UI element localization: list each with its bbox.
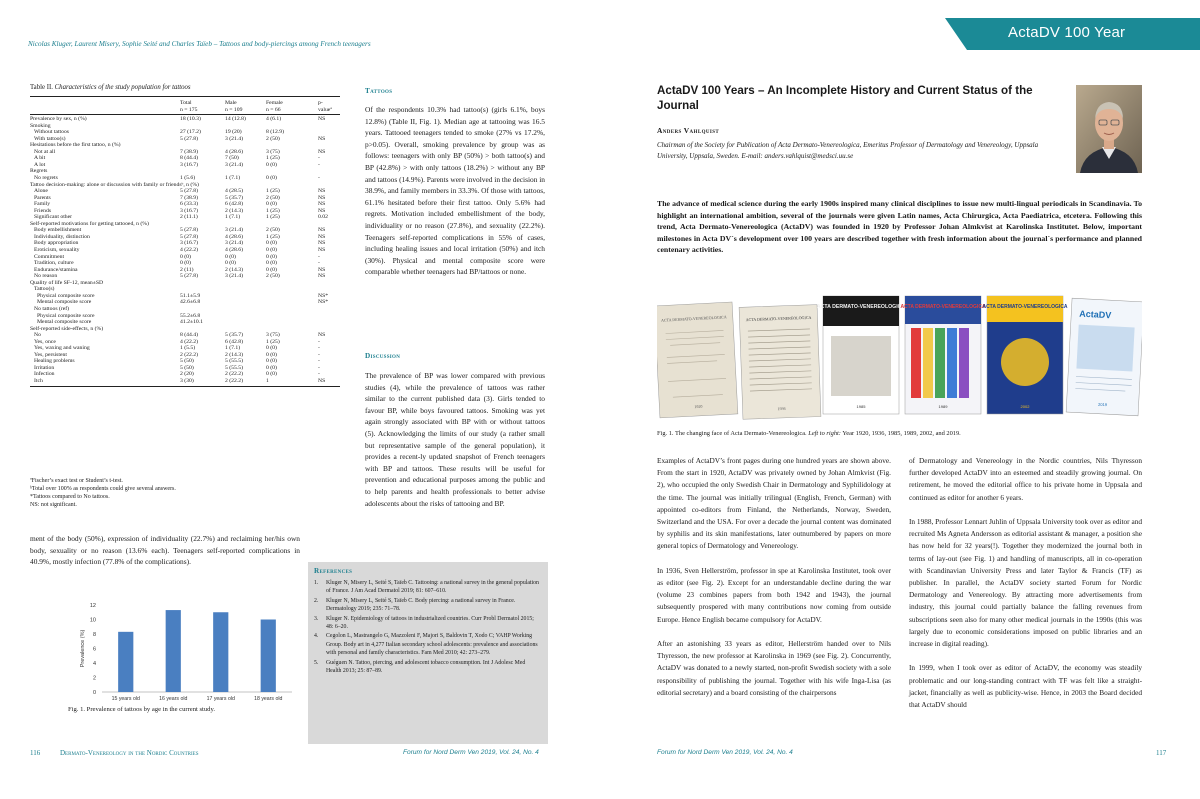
reference-text: Kluger N, Misery L, Seité S, Taïeb C. Body piercing: a national survey in France. Dermatology 2019; 235: 71–78. [326,597,516,613]
row-cell: 2 (14.3) [225,207,244,214]
cover-year: 1920 [694,403,703,410]
row-cell: 5 (27.8) [180,227,199,234]
cover-year: 1985 [856,404,866,409]
y-tick-label: 12 [89,602,96,609]
row-cell: 1 (25) [266,207,280,214]
x-tick-label: 15 years old [111,696,140,702]
row-cell: 2 (50) [266,273,280,280]
row-cell: 19 (20) [225,129,242,136]
paragraph: In 1936, Sven Hellerström, professor in spe at Karolinska Institutet, took over as editor (see Fig. 2). Except for an understandable decline during the war (volume 23 combines papers from both 1942 and 1943), the journal subsequently prospered with many contributions now coming from outside Europe. Hence English became compulsory for ActaDV. [657,565,891,624]
cover-title: ACTA DERMATO-VENEREOLOGICA [816,304,906,310]
x-tick-label: 16 years old [159,696,188,702]
row-cell: 0 (0) [180,260,191,267]
row-label: Eroticism, sexuality [34,247,80,254]
cover-title: ACTA DERMATO-VENEREOLOGICA [660,314,727,323]
bar [261,620,276,693]
bar [166,610,181,692]
row-cell: NS [318,247,326,254]
cover-year: 2019 [1097,401,1108,408]
row-cell: 5 (50) [180,358,194,365]
row-label: Yes, waxing and waning [34,345,90,352]
row-label: Yes, persistent [34,351,67,358]
footnote: ªFischer’s exact test or Student’s t-test. [30,478,123,484]
x-tick-label: 17 years old [206,696,235,702]
row-cell: 2 (22.2) [225,371,244,378]
row-cell: 8 (12.9) [266,129,285,136]
cover-1920 [657,302,738,418]
table-bottom-rule [30,386,340,387]
row-cell: 0 (0) [266,175,277,182]
row-cell: 0 (0) [225,260,236,267]
row-label: Itch [34,377,43,384]
row-label: Self-reported motivations for getting tattooed, n (%) [30,220,149,227]
article-title: ActaDV 100 Years – An Incomplete History and Current Status of the Journal [657,84,1033,112]
reference-item [314,597,542,614]
y-tick-label: 8 [92,631,96,638]
row-cell: NS [318,116,326,123]
row-cell: 0 (0) [266,351,277,358]
row-cell: NS [318,135,326,142]
row-cell: 2 (50) [266,227,280,234]
footer-issue-right: Forum for Nord Derm Ven 2019, Vol. 24, No. 4 [657,749,793,756]
reference-number: 4. [314,633,319,640]
cover-year: 2002 [1020,404,1030,409]
row-cell: 4 (28.6) [225,247,244,254]
row-label: No reason [34,273,58,280]
row-label: Family [34,201,51,208]
row-label: Quality of life SF-12, mean±SD [30,279,104,286]
row-label: Regrets [30,168,48,175]
cover-title: ACTA DERMATO-VENEREOLOGICA [900,304,986,310]
row-cell: 1 (25) [266,214,280,221]
row-label: Hesitations before the first tattoo, n (%) [30,142,121,149]
row-cell: valueª [318,106,332,113]
caption-years: Year 1920, 1936, 1985, 1989, 2002, and 2019. [842,430,961,437]
article-column-1 [657,455,891,699]
row-cell: 5 (50) [180,364,194,371]
article-column-2 [909,455,1142,711]
row-cell: 0 (0) [180,253,191,260]
y-tick-label: 10 [89,617,96,624]
row-cell: 2 (11) [180,266,194,273]
discussion-heading: Discussion [365,352,401,360]
row-cell: 1 (5.5) [180,345,196,352]
row-cell: 0 (0) [266,260,277,267]
row-cell: 51.1±5.9 [180,292,201,299]
row-label: Endurance/stamina [34,266,78,273]
row-cell: 7 (50) [225,155,239,162]
row-cell: 6 (42.8) [225,338,244,345]
row-cell: 4 (28.6) [225,233,244,240]
paragraph: In 1988, Professor Lennart Juhlin of Uppsala University took over as editor and recruited Ms Agneta Andersson as editorial assistant & manager, a position she has now held for 32 years(!). Together they modernized the journal both in terms of lay-out (see Fig. 1) and handling of manuscripts, all in co-operation with Scandinavian University Press and later Taylor & Francis (TF) as publisher. In parallel, the ActaDV society started Forum for Nordic Dermatology and Venereology. By attracting more advertisements from industry, this journal could partially balance the falling revenues from subscriptions seen also for many other medical journals in the 1990s (this was largely due to economic considerations imposed on public libraries and an increase in digital reading). [909,517,1142,649]
row-cell: - [318,371,320,378]
row-cell: 1 (25) [266,233,280,240]
row-cell: 0 (0) [266,345,277,352]
table-ii [30,96,340,387]
row-label: Mental composite score [37,319,92,326]
reference-number: 5. [314,659,319,666]
row-cell: - [318,358,320,365]
row-cell: 0 (0) [266,201,277,208]
row-cell: - [318,345,320,352]
table-header-rule [30,114,340,115]
row-cell: 0 (0) [266,240,277,247]
row-label: No regrets [34,175,58,182]
row-cell: - [318,161,320,168]
x-tick-label: 18 years old [254,696,283,702]
row-cell: 2 (50) [266,194,280,201]
row-cell: 2 (22.2) [225,377,244,384]
reference-text: Kluger N. Epidemiology of tattoos in industrialized countries. Curr Probl Dermatol 2015; 48: 6–20. [326,615,534,631]
row-cell: NS [318,207,326,214]
row-cell: NS [318,201,326,208]
row-cell: n = 175 [180,106,198,113]
caption-left-to-right: Left to right: [808,430,841,437]
row-cell: 27 (17.2) [180,129,201,136]
row-cell: 0 (0) [266,161,277,168]
bar [118,632,133,692]
row-cell: NS [318,194,326,201]
paragraph: of Dermatology and Venereology in the Nordic countries, Nils Thyresson further developed ActaDV into an esteemed and steadily growing journal. On retirement, he moved the editorial office to his private home in Uppsala and continued as editor for another 6 years. [909,456,1142,502]
table-caption-text: Characteristics of the study population for tattoos [54,84,191,91]
article-abstract: The advance of medical science during the early 1900s inspired many clinical disciplines to issue new multi-lingual periodicals in Scandinavia. To highlight an international ambition, several of the journals were given Latin names, Acta Chirurgica, Acta Paediatrica, etcetera. Following this trend, Acta Dermato-Venereologica (ActaDV) was founded in 1920 by Professor Johan Almkvist at Karolinska Institutet. Below, important milestones in Acta DV´s development over 100 years are described together with fresh information about the journal´s performance and planned centenary activities. [657,199,1142,255]
row-cell: 41.2±10.1 [180,319,204,326]
row-label: Tradition, culture [34,260,74,267]
row-cell: 1 (5.6) [180,175,196,182]
row-cell: NS [318,266,326,273]
row-cell: 1 [266,377,269,384]
footnote: ᵇTotal over 100% as respondents could give several answers. [30,486,176,492]
y-tick-label: 0 [92,689,96,696]
figure-caption-left: Fig. 1. Prevalence of tattoos by age in the current study. [68,706,215,713]
row-cell: 14 (12.8) [225,116,246,123]
row-cell: 0 (0) [225,253,236,260]
author-portrait [1076,85,1142,173]
row-cell: 1 (7.1) [225,214,241,221]
page-number-left: 116 [30,749,41,757]
table-body [30,116,340,384]
tattoos-heading: Tattoos [365,87,393,95]
reference-text: Kluger N, Misery L, Seité S, Taïeb C. Tattooing: a national survey in the general population of France. J Am Acad Dermatol 2019; 81: 607–610. [326,580,539,595]
reference-text: Cegolon L, Mastrangelo G, Mazzoleni F, Majori S, Baldovin T, Xodo C; VAHP Working Group. Body art in 4,277 Italian secondary school adolescents: prevalence and associations with personal and family characteristics. Fam Med 2010; 42: 273–279. [326,633,538,657]
reference-number: 2. [314,597,319,604]
reference-text: Guéguen N. Tattoo, piercing, and adolescent tobacco consumption. Int J Adolesc Med Health 2013; 25: 87–89. [326,659,526,675]
row-cell: - [318,364,320,371]
row-cell: 4 (28.5) [225,188,244,195]
row-cell: 4 (22.2) [180,247,199,254]
paragraph: After an astonishing 33 years as editor, Hellerström handed over to Nils Thyresson, the new professor at Karolinska in 1969 (see Fig. 2). Concurrently, ActaDV was donated to a newly started, non-profit Swedish society with a sole responsibility of publishing the journal. Together with his wife Inga-Lisa (as editorial secretary) and a board consisting of the chairpersons [657,639,891,697]
row-cell: 5 (27.8) [180,233,199,240]
row-cell: n = 109 [225,106,243,113]
table-row [30,378,340,385]
row-cell: 0.02 [318,214,328,221]
row-cell: NS [318,332,326,339]
row-label: Body appropriation [34,240,79,247]
paragraph: In 1999, when I took over as editor of ActaDV, the economy was steadily problematic and our long-standing contract with TF was felt like a straight-jacket, financially as well as publicity-wise. Hence, in 2003 the Board decided that ActaDV should [909,663,1142,710]
row-cell: 2 (14.3) [225,351,244,358]
row-cell: NS [318,148,326,155]
row-cell: Female [266,100,283,106]
row-label: Prevalence by sex, n (%) [30,116,87,123]
row-label: A lot [34,161,46,168]
row-label: Healing problems [34,358,75,365]
y-tick-label: 4 [92,660,96,667]
author-affiliation: Chairman of the Society for Publication of Acta Dermato-Venereologica, Emeritus Professor of Dermatology and Venereology, Uppsala University, Uppsala, Sweden. E-mail: anders.vahlquist@medsci.uu.se [657,141,1039,160]
figure-caption-right [657,430,961,437]
running-head-left: Nicolas Kluger, Laurent Misery, Sophie Seité and Charles Taïeb – Tattoos and body-piercings among French teenagers [28,40,371,48]
row-cell: 3 (21.4) [225,161,244,168]
row-cell: 3 (75) [266,332,280,339]
row-cell: 0 (0) [266,358,277,365]
references-heading: References [314,567,353,575]
row-cell: 2 (14.3) [225,266,244,273]
bar [213,612,228,692]
tattoo-age-chart [70,597,300,705]
footnote: *Tattoos compared to No tattoos. [30,494,110,500]
row-cell: 1 (7.1) [225,175,241,182]
row-label: Physical composite score [37,312,95,319]
article-author: Anders Vahlquist [657,126,720,135]
y-tick-label: 2 [92,675,96,682]
row-cell: 5 (55.5) [225,358,244,365]
caption-text: The changing face of Acta Dermato-Venereologica. [675,430,807,437]
cover-2002 [982,296,1067,414]
row-label: Yes, once [34,338,56,345]
cover-year: 1936 [777,405,786,412]
row-cell: 0 (0) [266,266,277,273]
footer-issue-left: Forum for Nord Derm Ven 2019, Vol. 24, No. 4 [403,749,539,756]
row-cell: 3 (21.4) [225,273,244,280]
chart-bars [118,610,276,692]
row-cell: 1 (25) [266,188,280,195]
row-cell: - [318,260,320,267]
row-cell: 5 (27.8) [180,273,199,280]
row-cell: 5 (35.7) [225,194,244,201]
row-cell: 0 (0) [266,364,277,371]
row-cell: 3 (21.4) [225,135,244,142]
cover-1989 [900,296,985,414]
row-cell: 6 (33.3) [180,201,199,208]
row-cell: 8 (44.4) [180,155,199,162]
row-cell: - [318,155,320,162]
cover-1936 [739,305,821,420]
cover-2019 [1066,298,1142,416]
page-number-right: 117 [1156,749,1167,757]
row-label: Individuality, distinction [34,233,90,240]
reference-item [314,579,542,596]
row-cell: 6 (42.8) [225,201,244,208]
row-cell: 4 (28.6) [225,148,244,155]
row-cell: 7 (38.9) [180,148,199,155]
row-cell: NS [318,240,326,247]
row-cell: 2 (50) [266,135,280,142]
row-cell: 1 (7.1) [225,345,241,352]
row-cell: 5 (27.8) [180,135,199,142]
row-cell: 1 (25) [266,155,280,162]
row-label: Commitment [34,253,65,260]
row-cell: 3 (21.4) [225,240,244,247]
row-cell: 0 (0) [266,371,277,378]
row-label: Tattoo(s) [34,286,55,293]
row-label: Mental composite score [37,299,92,306]
tattoos-text: Of the respondents 10.3% had tattoo(s) (girls 6.1%, boys 12.8%) (Table II, Fig. 1). Median age at tattooing was 16.5 years. Tattooed teenagers tended to smoke (27% vs 17.2%, p>0.05). Overall, smoking prevalence by group was as follows: teenagers with only BP (50%) > both tattoo(s) and BP (42.8%) > with only tattoos (18.2%) > without any BP and tattoos (14.9%). Parents were involved in the decision in 38.9%, and family members in 33.3%. Of those with tattoos, 61.1% hesitated before their first tattoo. Only 5.6% had regrets. Motivation included embellishment of the body, individuality or no reason (27.8%), and sexuality (22.2%). Teenagers self-reported complications in 55% of cases, including healing issues and local irritation (50%) and itch (30%). Physical and mental composite score were comparable whether teenagers had BP/tattoos or none. [365,105,546,277]
row-cell: 1 (25) [266,338,280,345]
row-label: Alone [34,188,48,195]
row-cell: NS [318,273,326,280]
row-cell: 18 (10.3) [180,116,201,123]
cover-title: ACTA DERMATO-VENEREOLOGICA [982,304,1068,310]
row-cell: 3 (16.7) [180,161,199,168]
row-cell: 7 (38.9) [180,194,199,201]
row-cell: 3 (75) [266,148,280,155]
row-label: Irritation [34,364,55,371]
cover-title: ActaDV [1079,308,1112,321]
row-cell: 4 (22.2) [180,338,199,345]
reference-number: 1. [314,580,319,586]
row-cell: n = 66 [266,106,281,113]
row-cell: Male [225,100,237,106]
footnote: NS: not significant. [30,502,77,508]
row-label: With tattoo(s) [34,135,66,142]
row-cell: 2 (20) [180,371,194,378]
row-cell: - [318,175,320,182]
reference-number: 3. [314,615,319,622]
journal-covers-figure [657,290,1142,420]
footer-journal-name: Dermato-Venereology in the Nordic Countries [60,749,199,757]
row-cell: 2 (11.1) [180,214,198,221]
reference-item [314,659,542,676]
row-cell: - [318,338,320,345]
references-box [308,562,548,744]
paragraph: Examples of ActaDV’s front pages during one hundred years are shown above. From the start in 1920, ActaDV was privately owned by Johan Almkvist (Fig. 2), who occupied the only Swedish Chair in Dermatology and Syphilidology at the time. The journal was initially trilingual (English, French, German) with appointed co-editors from Finland, the Netherlands, Norway, Sweden, Switzerland and the USA. For over a decade the journal content was dominated by syphilis and its skin manifestations, later outnumbered by papers on more general topics of Dermatology and Venereology. [657,456,891,551]
row-cell: - [318,253,320,260]
table-caption [30,84,191,91]
y-tick-label: 6 [92,646,96,653]
reference-item [314,632,542,657]
row-cell: 3 (21.4) [225,227,244,234]
cover-1985 [817,296,906,414]
chart-labels [80,603,282,702]
row-label: Tattoo decision-making: alone or discussion with family or friendsᵇ, n (%) [30,181,199,188]
row-label: Body embellishment [34,227,82,234]
left-body-paragraph: ment of the body (50%), expression of individuality (22.7%) and reclaiming her/his own body, sexuality or no reason (13.6% each). Teenagers self-reported complications in 40.9%, mostly infection (77.8% of the complications). [30,534,300,567]
cover-title: ACTA DERMATO-VENEREOLOGICA [745,314,812,323]
row-cell: 2 (22.2) [180,351,199,358]
row-cell: 5 (35.7) [225,332,244,339]
row-cell: 42.6±6.8 [180,299,201,306]
row-label: Infection [34,371,55,378]
row-label: No tattoos (ref) [34,305,70,312]
row-cell: NS [318,233,326,240]
row-cell: NS [318,227,326,234]
caption-prefix: Fig. 1. [657,430,674,437]
discussion-text: The prevalence of BP was lower compared with previous studies (4), while the prevalence of tattoos was rather similar to the current published data (3). Girls tended to favour BP, while boys favoured tattoos. Smoking was yet again strongly associated with BP with or without tattoos (5). Acknowledging the limits of our study (a rather small but representative sample of the general population), it provides a recent-ly updated snapshot of French teenagers with BP and tattoos. These results will be useful for prevention and educational purposes among the public and to help parents and health professionals to better advise adolescents about the risks of tattooing and BP. [365,371,545,508]
row-cell: NS* [318,292,329,299]
row-cell: 3 (16.7) [180,207,199,214]
row-label: Smoking [30,122,51,129]
row-cell: Total [180,100,192,106]
row-label: A bit [34,155,46,162]
row-cell: 0 (0) [266,253,277,260]
row-label: Significant other [34,214,73,221]
table-caption-prefix: Table II. [30,84,53,91]
row-cell: 8 (44.4) [180,332,199,339]
row-label: Self-reported side-effects, n (%) [30,325,104,332]
banner-title: ActaDV 100 Year [1008,24,1126,41]
row-cell: 5 (55.5) [225,364,244,371]
row-cell: NS* [318,299,329,306]
reference-item [314,615,542,632]
row-cell: 5 (27.8) [180,188,199,195]
row-cell: NS [318,188,326,195]
row-label: Friends [34,207,52,214]
row-label: No [34,332,41,339]
y-axis-label: Prevalence (%) [80,629,86,668]
row-cell: 3 (16.7) [180,240,199,247]
row-cell: - [318,351,320,358]
row-cell: p- [318,100,323,106]
row-cell: 55.2±6.8 [180,312,201,319]
row-label: Parents [34,194,51,201]
row-cell: 3 (30) [180,377,194,384]
row-label: Not at all [34,148,56,155]
row-cell: 4 (6.1) [266,116,282,123]
cover-year: 1989 [938,404,948,409]
row-label: Physical composite score [37,292,95,299]
row-label: Without tattoos [34,129,69,136]
row-cell: 0 (0) [266,247,277,254]
table-header-row [30,107,340,114]
row-cell: NS [318,377,326,384]
table-footnotes [30,477,340,509]
